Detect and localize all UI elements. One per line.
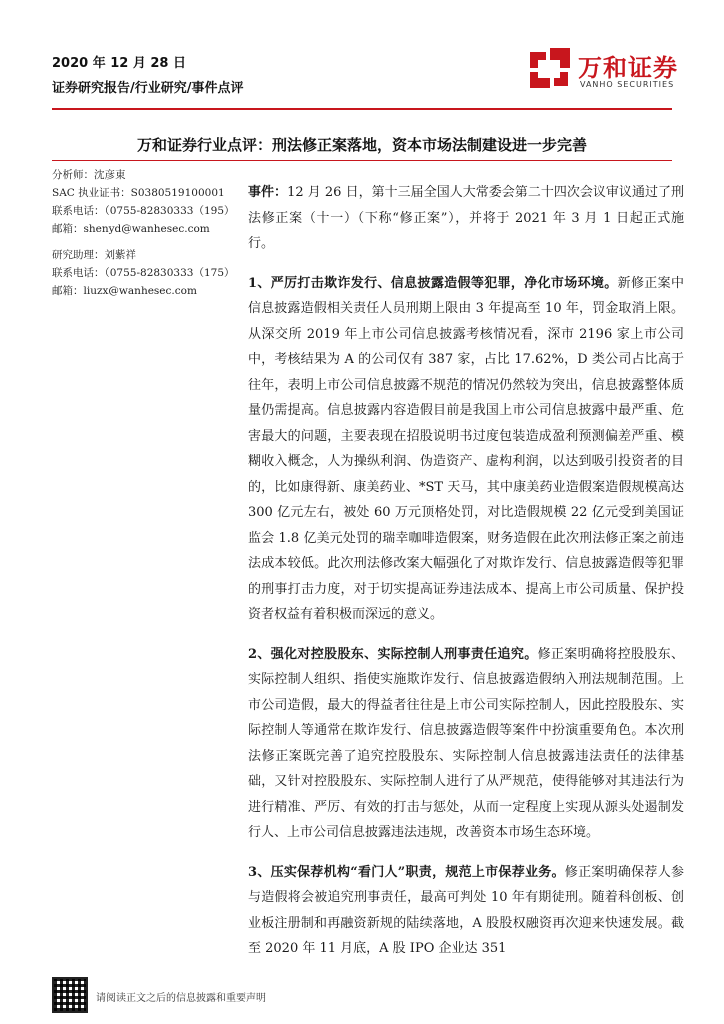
paragraph-lead: 3、压实保荐机构“看门人”职责，规范上市保荐业务。 xyxy=(248,864,565,880)
logo-subtext: VANHO SECURITIES xyxy=(580,80,675,89)
paragraph-body: 修正案明确保荐人参与造假将会被追究刑事责任，最高可判处 10 年有期徒刑。随着科创板、创业板注册制和再融资新规的陆续落地，A 股股权融资再次迎来快速发展。截至 2020 年 11 月底，A 股 IPO 企业达 351 xyxy=(248,864,684,956)
analyst-block-primary xyxy=(52,166,235,238)
logo-mark-icon xyxy=(528,46,572,90)
section-paragraph-1 xyxy=(248,271,684,628)
qr-code-icon xyxy=(52,977,88,1013)
footer-disclaimer: 请阅读正文之后的信息披露和重要声明 xyxy=(96,993,266,1004)
analyst-panel xyxy=(52,166,235,308)
report-category: 证券研究报告/行业研究/事件点评 xyxy=(52,81,244,96)
paragraph-lead: 1、严厉打击欺诈发行、信息披露造假等犯罪，净化市场环境。 xyxy=(248,275,618,291)
paragraph-lead: 2、强化对控股股东、实际控制人刑事责任追究。 xyxy=(248,646,538,662)
event-paragraph xyxy=(248,180,684,257)
paragraph-body: 12 月 26 日，第十三届全国人大常委会第二十四次会议审议通过了刑法修正案（十一）（下称“修正案”），并将于 2021 年 3 月 1 日起正式施行。 xyxy=(248,185,684,251)
title-divider xyxy=(52,160,672,161)
assistant-email: 邮箱：liuzx@wanhesec.com xyxy=(52,285,197,297)
analyst-phone: 联系电话：（0755-82830333（195） xyxy=(52,205,235,217)
paragraph-lead: 事件： xyxy=(248,185,288,200)
assistant-phone: 联系电话：（0755-82830333（175） xyxy=(52,267,235,279)
report-body xyxy=(248,180,684,976)
paragraph-body: 修正案明确将控股股东、实际控制人组织、指使实施欺诈发行、信息披露造假纳入刑法规制范围。上市公司造假，最大的得益者往往是上市公司实际控制人，因此控股股东、实际控制人等通常在欺诈发行、信息披露造假等案件中扮演重要角色。本次刑法修正案既完善了追究控股股东、实际控制人信息披露违法责任的法律基础，又针对控股股东、实际控制人进行了从严规范，使得能够对其违法行为进行精准、严厉、有效的打击与惩处，从而一定程度上实现从源头处遏制发行人、上市公司信息披露违法违规，改善资本市场生态环境。 xyxy=(248,646,684,840)
analyst-block-assistant xyxy=(52,246,235,300)
analyst-license: SAC 执业证书：S0380519100001 xyxy=(52,187,225,199)
analyst-name: 分析师：沈彦東 xyxy=(52,169,126,181)
report-date: 2020 年 12 月 28 日 xyxy=(52,56,186,71)
section-paragraph-3 xyxy=(248,860,684,962)
paragraph-body: 新修正案中信息披露造假相关责任人员刑期上限由 3 年提高至 10 年，罚金取消上限。从深交所 2019 年上市公司信息披露考核情况看，深市 2196 家上市公司中，考核结果为 A 的公司仅有 387 家，占比 17.62%，D 类公司占比高于往年，表明上市公司信息披露不规范的情况仍然较为突出，信息披露整体质量仍需提高。信息披露内容造假目前是我国上市公司信息披露中最严重、危害最大的问题，主要表现在招股说明书过度包装造成盈利预测偏差严重、模糊收入概念，人为操纵利润、伪造资产、虚构利润，以达到吸引投资者的目的，比如康得新、康美药业、*ST 天马，其中康美药业造假案造假规模高达 300 亿元左右，被处 60 万元顶格处罚，对比造假规模 22 亿元受到美国证监会 1.8 亿美元处罚的瑞幸咖啡造假案，财务造假在此次刑法修正案之前违法成本较低。此次刑法修改案大幅强化了对欺诈发行、信息披露造假等犯罪的刑事打击力度，对于切实提高证券违法成本、提高上市公司质量、保护投资者权益有着积极而深远的意义。 xyxy=(248,275,684,622)
header-divider xyxy=(52,108,672,110)
report-title: 万和证券行业点评：刑法修正案落地，资本市场法制建设进一步完善 xyxy=(136,136,587,154)
section-paragraph-2 xyxy=(248,642,684,846)
assistant-name: 研究助理：刘紫祥 xyxy=(52,249,136,261)
report-header xyxy=(52,52,244,96)
company-logo xyxy=(528,46,688,96)
analyst-email: 邮箱：shenyd@wanhesec.com xyxy=(52,223,210,235)
logo-text: 万和证券 xyxy=(578,54,678,82)
